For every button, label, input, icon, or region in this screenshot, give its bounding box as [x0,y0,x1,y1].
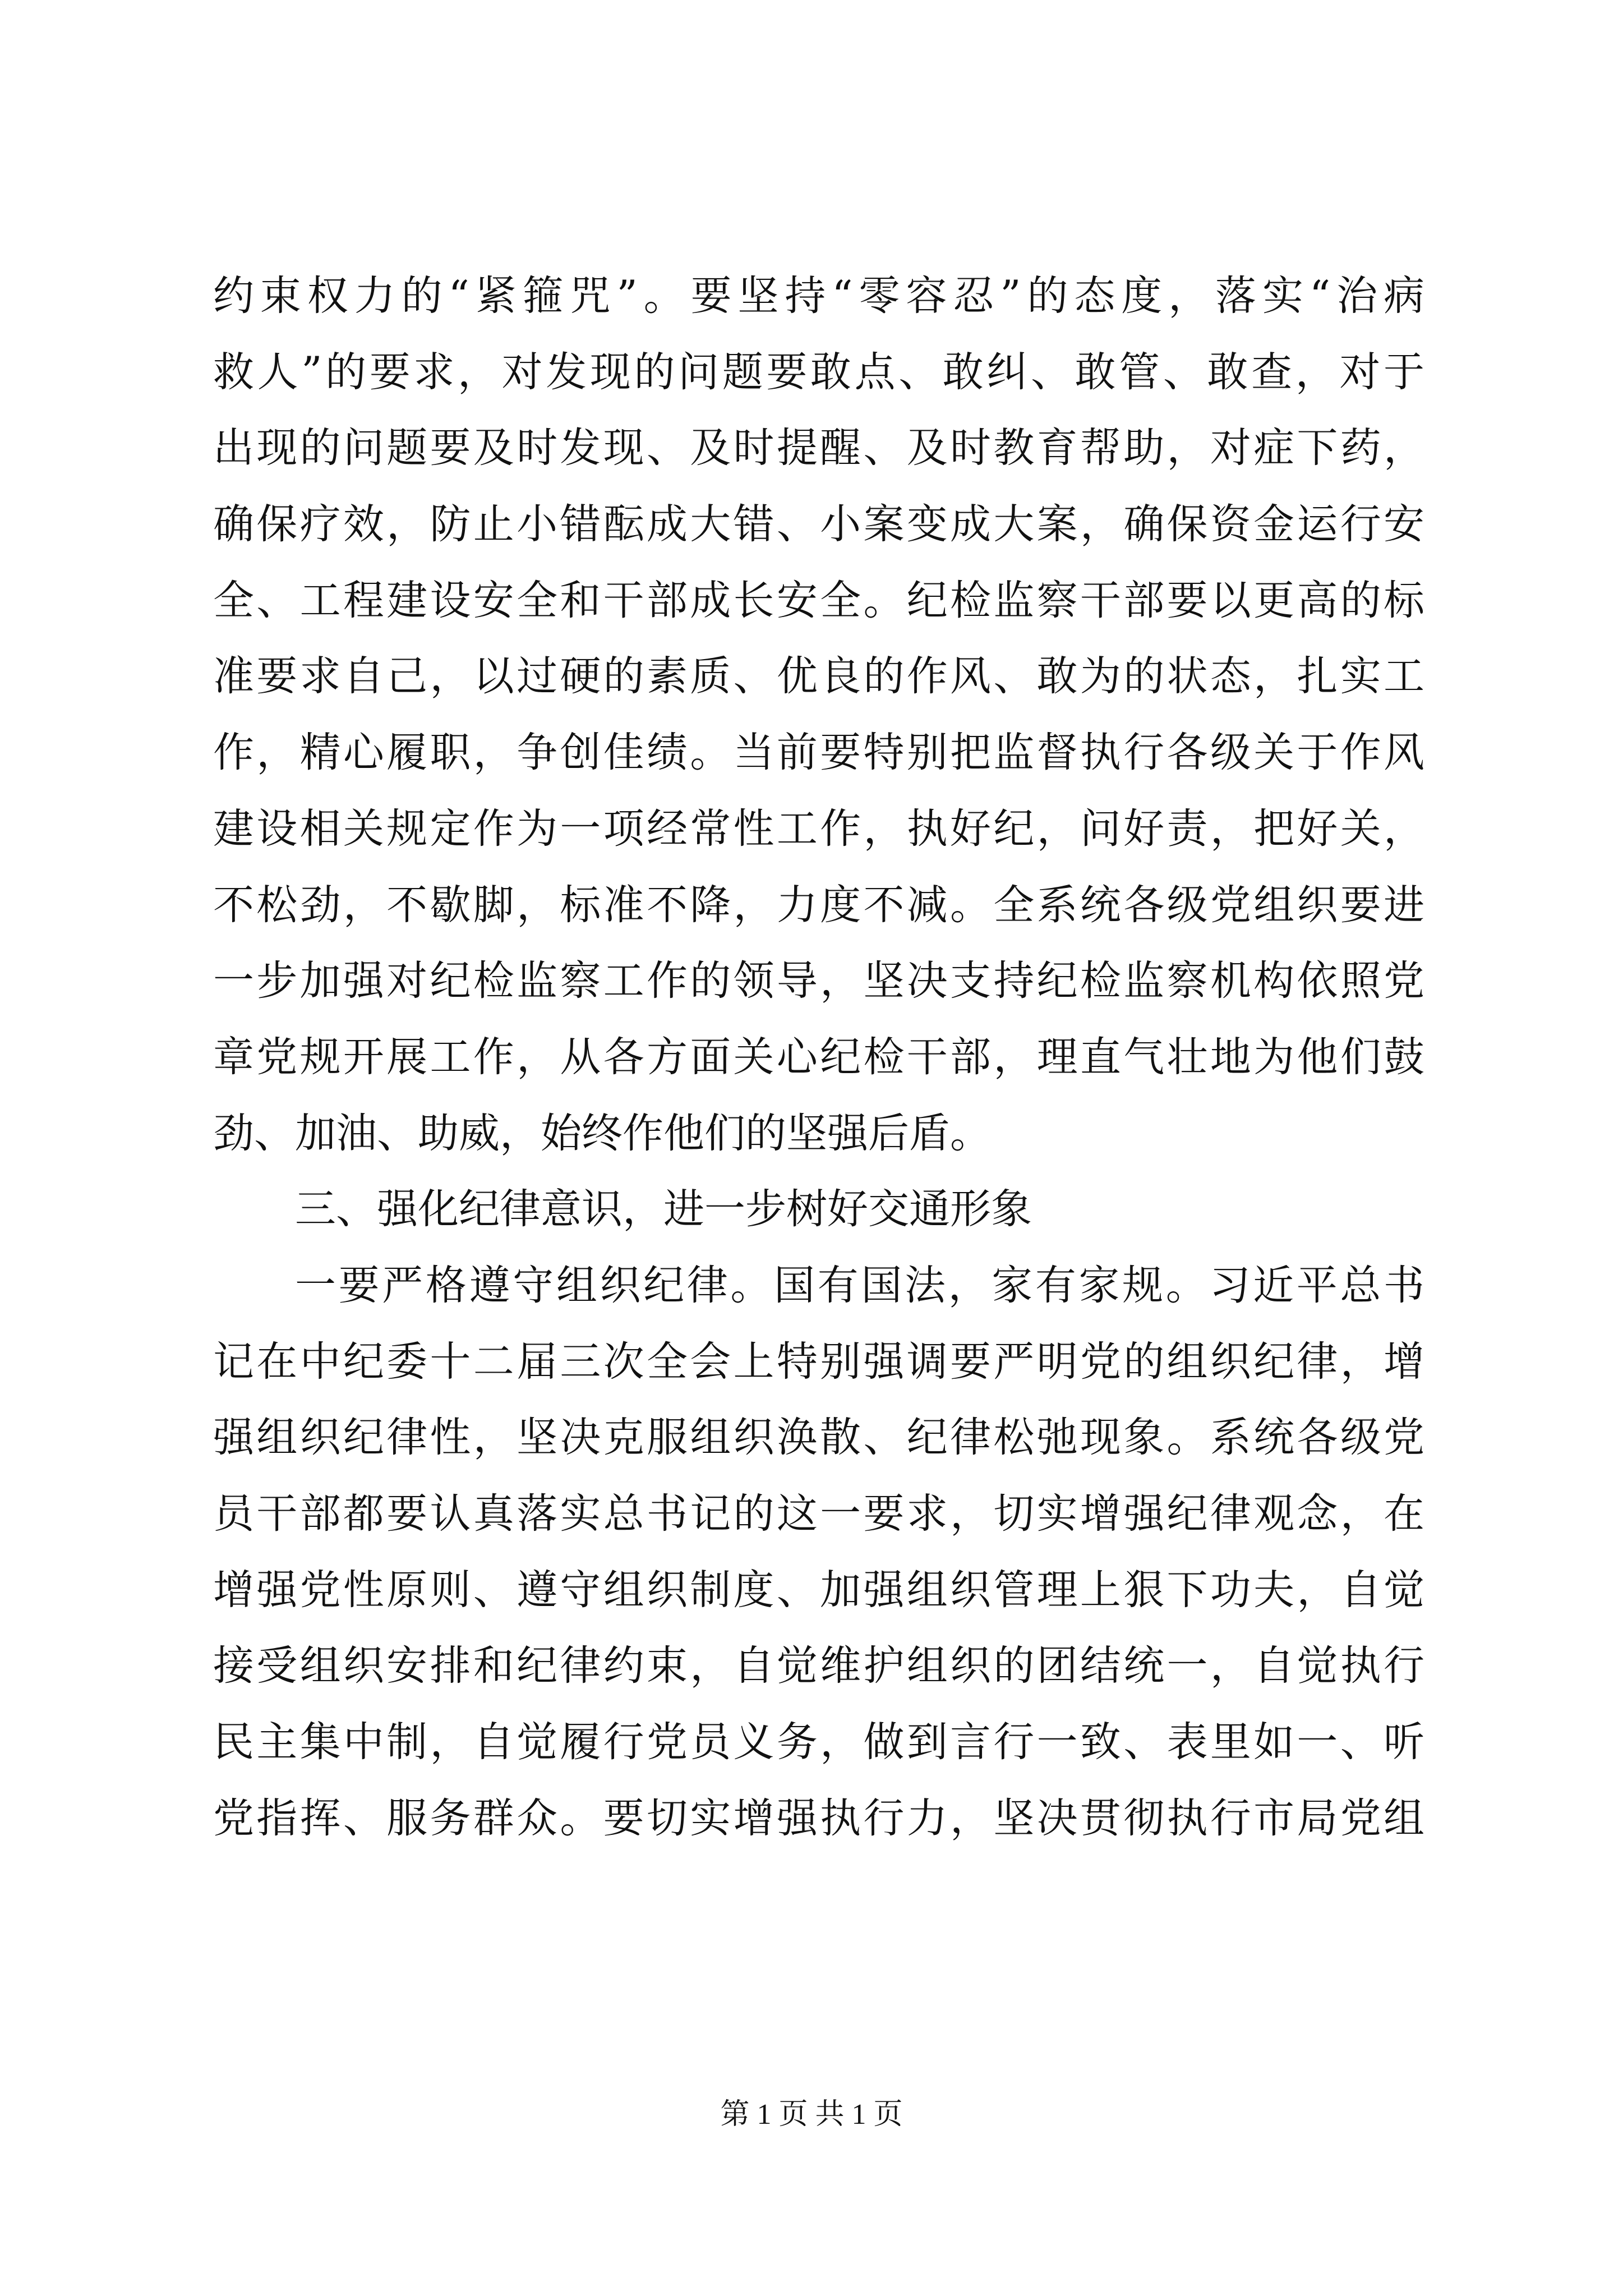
page-footer: 第 1 页 共 1 页 [720,2099,903,2131]
text-line: 建设相关规定作为一项经常性工作，执好纪，问好责，把好关， [213,804,1424,853]
text-line: 作，精心履职，争创佳绩。当前要特别把监督执行各级关于作风 [213,729,1424,777]
text-line: 一步加强对纪检监察工作的领导，坚决支持纪检监察机构依照党 [213,957,1424,1005]
text-line: 增强党性原则、遵守组织制度、加强组织管理上狠下功夫，自觉 [213,1566,1424,1614]
text-line: 劲、加油、助威，始终作他们的坚强后盾。 [213,1109,991,1157]
text-line: 救人”的要求，对发现的问题要敢点、敢纠、敢管、敢查，对于 [213,348,1424,396]
text-line: 约束权力的“紧箍咒”。要坚持“零容忍”的态度，落实“治病 [213,272,1424,320]
text-line: 不松劲，不歇脚，标准不降，力度不减。全系统各级党组织要进 [213,881,1424,929]
text-line: 记在中纪委十二届三次全会上特别强调要严明党的组织纪律，增 [213,1337,1424,1386]
text-line: 强组织纪律性，坚决克服组织涣散、纪律松弛现象。系统各级党 [213,1414,1424,1462]
text-line: 章党规开展工作，从各方面关心纪检干部，理直气壮地为他们鼓 [213,1033,1424,1081]
text-line: 准要求自己，以过硬的素质、优良的作风、敢为的状态，扎实工 [213,652,1424,701]
text-line: 民主集中制，自觉履行党员义务，做到言行一致、表里如一、听 [213,1718,1424,1766]
text-line: 党指挥、服务群众。要切实增强执行力，坚决贯彻执行市局党组 [213,1794,1424,1842]
text-line: 全、工程建设安全和干部成长安全。纪检监察干部要以更高的标 [213,576,1424,624]
text-line: 出现的问题要及时发现、及时提醒、及时教育帮助，对症下药， [213,424,1424,472]
text-line: 确保疗效，防止小错酝成大错、小案变成大案，确保资金运行安 [213,500,1424,549]
text-line: 接受组织安排和纪律约束，自觉维护组织的团结统一，自觉执行 [213,1642,1424,1690]
body-text [213,258,1424,1856]
text-line: 员干部都要认真落实总书记的这一要求，切实增强纪律观念，在 [213,1490,1424,1538]
text-line: 一要严格遵守组织纪律。国有国法，家有家规。习近平总书 [295,1261,1424,1309]
section-heading: 三、强化纪律意识，进一步树好交通形象 [295,1185,1032,1234]
